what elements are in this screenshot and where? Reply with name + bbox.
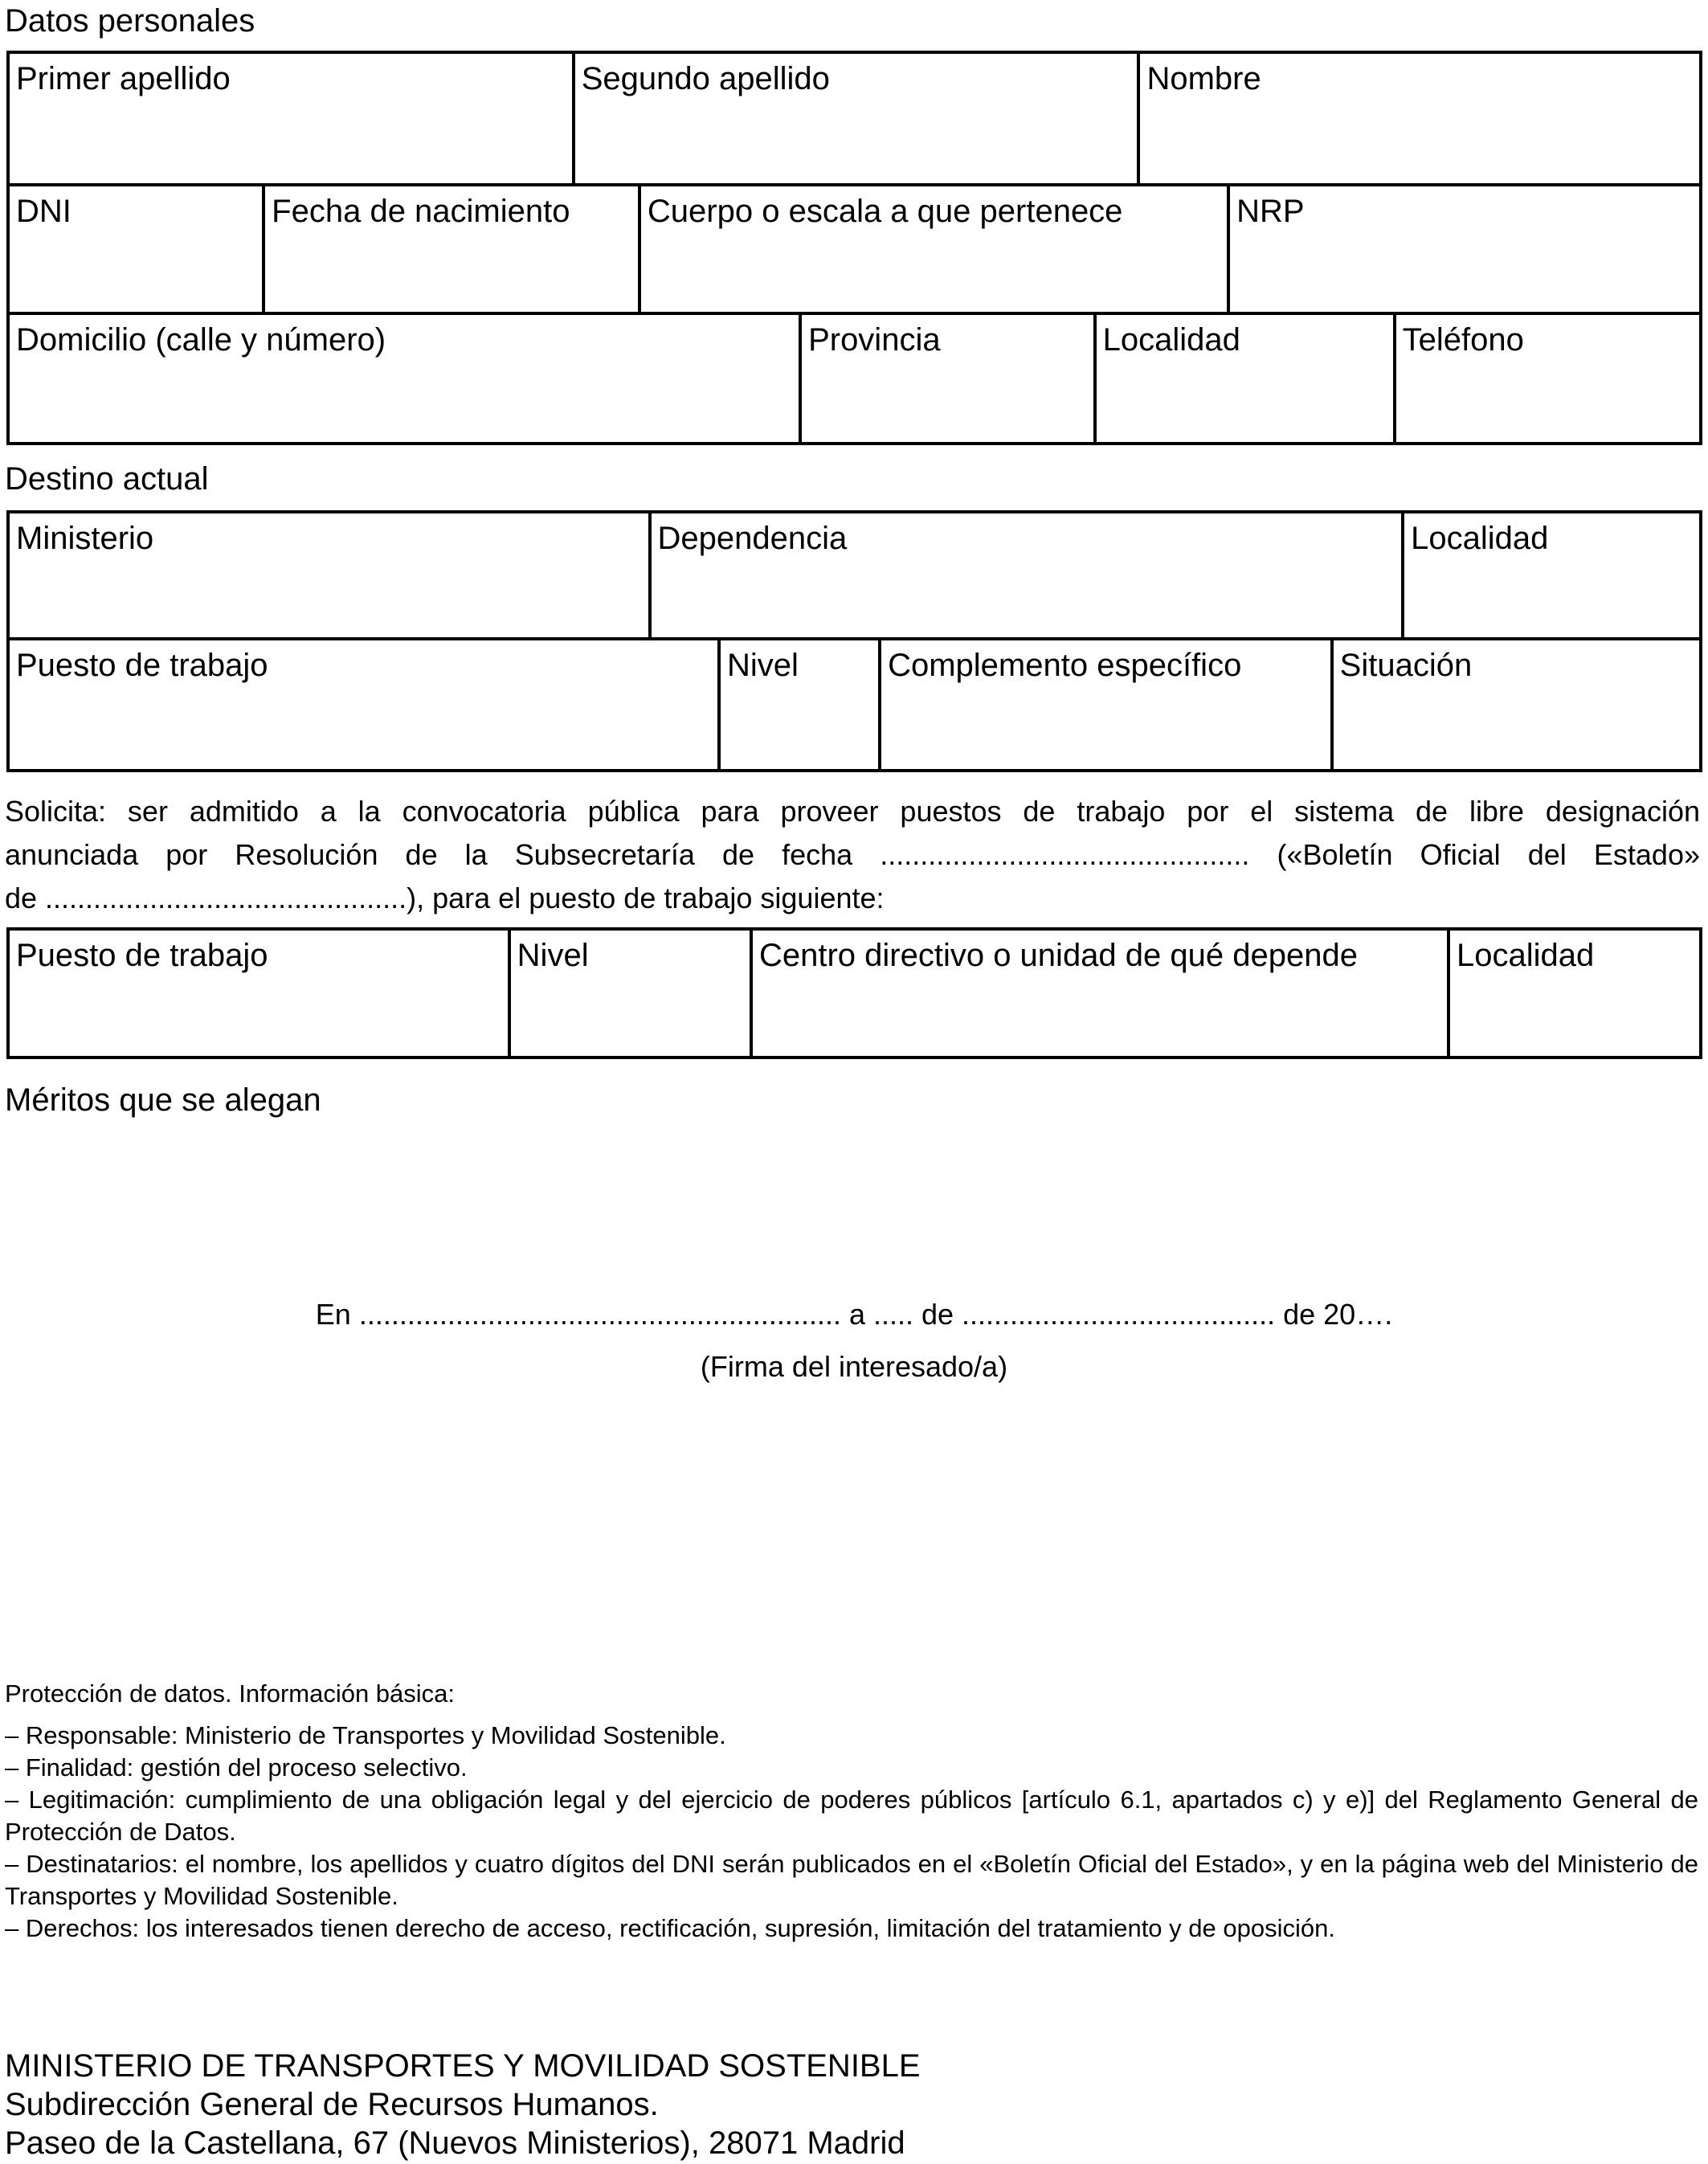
table-destino-actual xyxy=(6,510,1702,772)
footer-ministry-line: MINISTERIO DE TRANSPORTES Y MOVILIDAD SOSTENIBLE xyxy=(5,2048,921,2084)
solicita-line-1: Solicita: ser admitido a la convocatoria pública para proveer puestos de trabajo por el sistema de libre designación xyxy=(5,795,1700,828)
footer-address-block xyxy=(5,2047,1700,2162)
cell-nrp: NRP xyxy=(1227,183,1699,312)
table-row xyxy=(6,51,1699,183)
cell-telefono: Teléfono xyxy=(1393,312,1699,442)
table-row xyxy=(6,183,1699,312)
footer-subdireccion-line: Subdirección General de Recursos Humanos. xyxy=(5,2087,659,2122)
table-puesto-solicitado xyxy=(6,927,1702,1059)
table-datos-personales xyxy=(6,51,1702,445)
cell-situacion: Situación xyxy=(1330,637,1699,769)
data-protection-item-responsable: – Responsable: Ministerio de Transportes y Movilidad Sostenible. xyxy=(5,1721,726,1749)
signature-line: (Firma del interesado/a) xyxy=(700,1350,1008,1383)
cell-domicilio: Domicilio (calle y número) xyxy=(6,312,799,442)
section-heading-datos-personales: Datos personales xyxy=(5,3,255,39)
cell-dni: DNI xyxy=(6,183,262,312)
cell-segundo-apellido: Segundo apellido xyxy=(572,51,1138,183)
data-protection-item-legitimacion: – Legitimación: cumplimiento de una obligación legal y del ejercicio de poderes públicos [artículo 6.1, apartados c) y e)] del Reglamento General de Protección de Datos. xyxy=(5,1786,1698,1846)
cell-provincia: Provincia xyxy=(799,312,1093,442)
cell-complemento-especifico: Complemento específico xyxy=(878,637,1330,769)
footer-address-line: Paseo de la Castellana, 67 (Nuevos Ministerios), 28071 Madrid xyxy=(5,2125,905,2161)
cell-dependencia: Dependencia xyxy=(648,510,1402,637)
cell-localidad-destino: Localidad xyxy=(1401,510,1699,637)
cell-localidad-domicilio: Localidad xyxy=(1093,312,1393,442)
table-row xyxy=(6,927,1699,1056)
solicita-line-3: de .............................................), para el puesto de trabajo siguiente: xyxy=(5,882,885,914)
cell-cuerpo-escala: Cuerpo o escala a que pertenece xyxy=(638,183,1227,312)
cell-puesto-trabajo-actual: Puesto de trabajo xyxy=(6,637,717,769)
table-row xyxy=(6,637,1699,769)
solicita-paragraph xyxy=(5,790,1700,920)
data-protection-item-destinatarios: – Destinatarios: el nombre, los apellidos y cuatro dígitos del DNI serán publicados en el «Boletín Oficial del Estado», y en la página web del Ministerio de Transportes y Movilidad Sostenible. xyxy=(5,1850,1698,1910)
cell-localidad-solicitada: Localidad xyxy=(1447,927,1699,1056)
solicita-line-2: anunciada por Resolución de la Subsecretaría de fecha .............................................. («Boletín Oficial del Estado» xyxy=(5,838,1700,871)
data-protection-item-derechos: – Derechos: los interesados tienen derecho de acceso, rectificación, supresión, limitación del tratamiento y de oposición. xyxy=(5,1914,1335,1942)
date-place-line: En ............................................................ a ..... de ....................................... de 20…. xyxy=(315,1298,1393,1331)
cell-nivel-solicitado: Nivel xyxy=(508,927,750,1056)
cell-nivel-actual: Nivel xyxy=(717,637,878,769)
data-protection-item-finalidad: – Finalidad: gestión del proceso selectivo. xyxy=(5,1753,468,1782)
cell-primer-apellido: Primer apellido xyxy=(6,51,572,183)
table-row xyxy=(6,510,1699,637)
cell-puesto-solicitado: Puesto de trabajo xyxy=(6,927,508,1056)
data-protection-heading: Protección de datos. Información básica: xyxy=(5,1679,456,1708)
section-heading-meritos: Méritos que se alegan xyxy=(5,1082,321,1118)
cell-ministerio: Ministerio xyxy=(6,510,648,637)
cell-centro-directivo: Centro directivo o unidad de qué depende xyxy=(750,927,1447,1056)
cell-nombre: Nombre xyxy=(1137,51,1699,183)
section-heading-destino-actual: Destino actual xyxy=(5,461,209,497)
data-protection-block xyxy=(5,1678,1698,1945)
cell-fecha-nacimiento: Fecha de nacimiento xyxy=(262,183,638,312)
table-row xyxy=(6,312,1699,442)
